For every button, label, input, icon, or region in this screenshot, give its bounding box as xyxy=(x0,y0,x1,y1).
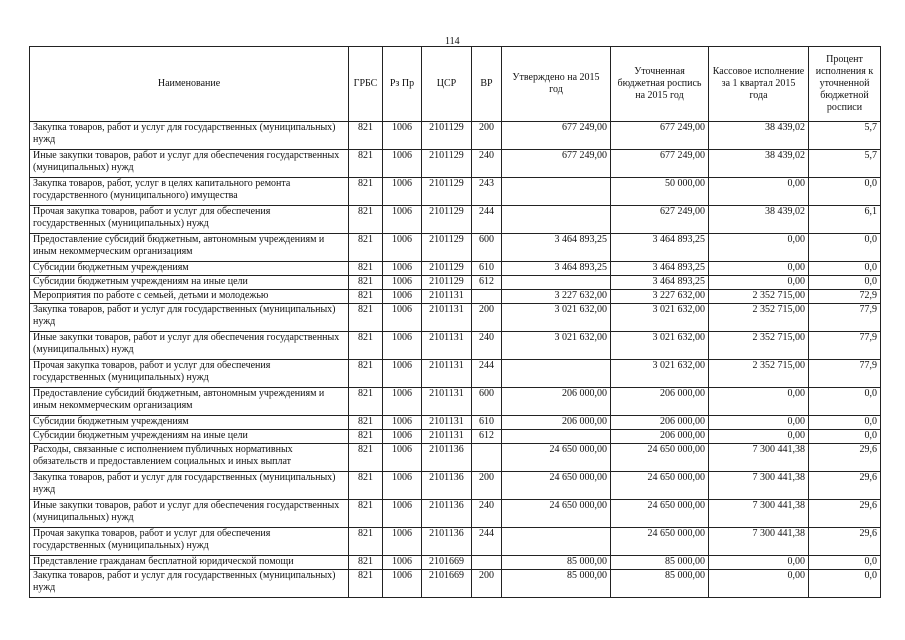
cell-name: Закупка товаров, работ и услуг для государственных (муниципальных) нужд xyxy=(30,472,349,500)
cell-cash: 0,00 xyxy=(709,556,809,570)
cell-grbs: 821 xyxy=(349,528,383,556)
cell-name: Субсидии бюджетным учреждениям xyxy=(30,416,349,430)
cell-csr: 2101129 xyxy=(422,234,472,262)
cell-name: Расходы, связанные с исполнением публичных нормативных обязательств и предоставлением социальных и иных выплат xyxy=(30,444,349,472)
cell-percent: 6,1 xyxy=(809,206,881,234)
table-row xyxy=(30,500,881,528)
cell-csr: 2101136 xyxy=(422,528,472,556)
cell-refined: 24 650 000,00 xyxy=(611,444,709,472)
cell-vr: 244 xyxy=(472,206,502,234)
cell-csr: 2101129 xyxy=(422,178,472,206)
header-rzpr: Рз Пр xyxy=(383,47,422,122)
table-row xyxy=(30,556,881,570)
cell-cash: 0,00 xyxy=(709,276,809,290)
header-percent: Процент исполнения к уточненной бюджетной росписи xyxy=(809,47,881,122)
cell-csr: 2101669 xyxy=(422,556,472,570)
header-name: Наименование xyxy=(30,47,349,122)
cell-percent: 0,0 xyxy=(809,178,881,206)
table-row xyxy=(30,360,881,388)
cell-percent: 0,0 xyxy=(809,556,881,570)
cell-rzpr: 1006 xyxy=(383,556,422,570)
cell-approved: 3 464 893,25 xyxy=(502,262,611,276)
cell-name: Прочая закупка товаров, работ и услуг для обеспечения государственных (муниципальных) нужд xyxy=(30,360,349,388)
table-row xyxy=(30,262,881,276)
cell-percent: 0,0 xyxy=(809,234,881,262)
cell-approved xyxy=(502,178,611,206)
cell-percent: 0,0 xyxy=(809,262,881,276)
cell-name: Прочая закупка товаров, работ и услуг для обеспечения государственных (муниципальных) нужд xyxy=(30,528,349,556)
cell-csr: 2101129 xyxy=(422,150,472,178)
cell-cash: 0,00 xyxy=(709,430,809,444)
cell-rzpr: 1006 xyxy=(383,234,422,262)
cell-rzpr: 1006 xyxy=(383,500,422,528)
cell-vr: 244 xyxy=(472,360,502,388)
cell-name: Иные закупки товаров, работ и услуг для обеспечения государственных (муниципальных) нужд xyxy=(30,500,349,528)
cell-rzpr: 1006 xyxy=(383,416,422,430)
cell-cash: 7 300 441,38 xyxy=(709,444,809,472)
table-row xyxy=(30,332,881,360)
cell-name: Предоставление субсидий бюджетным, автономным учреждениям и иным некоммерческим организациям xyxy=(30,234,349,262)
cell-approved xyxy=(502,430,611,444)
cell-cash: 0,00 xyxy=(709,178,809,206)
cell-csr: 2101136 xyxy=(422,444,472,472)
header-refined: Уточненная бюджетная роспись на 2015 год xyxy=(611,47,709,122)
cell-vr: 200 xyxy=(472,472,502,500)
cell-percent: 29,6 xyxy=(809,528,881,556)
table-row xyxy=(30,472,881,500)
table-row xyxy=(30,290,881,304)
table-row xyxy=(30,528,881,556)
cell-refined: 206 000,00 xyxy=(611,430,709,444)
cell-percent: 0,0 xyxy=(809,430,881,444)
cell-approved: 85 000,00 xyxy=(502,570,611,598)
table-row xyxy=(30,430,881,444)
cell-csr: 2101136 xyxy=(422,472,472,500)
cell-vr: 600 xyxy=(472,234,502,262)
cell-cash: 0,00 xyxy=(709,416,809,430)
cell-name: Иные закупки товаров, работ и услуг для обеспечения государственных (муниципальных) нужд xyxy=(30,150,349,178)
cell-rzpr: 1006 xyxy=(383,276,422,290)
cell-csr: 2101131 xyxy=(422,304,472,332)
cell-refined: 85 000,00 xyxy=(611,570,709,598)
cell-csr: 2101131 xyxy=(422,388,472,416)
cell-vr: 610 xyxy=(472,416,502,430)
cell-name: Закупка товаров, работ и услуг для государственных (муниципальных) нужд xyxy=(30,570,349,598)
cell-vr xyxy=(472,290,502,304)
cell-vr: 610 xyxy=(472,262,502,276)
table-row xyxy=(30,150,881,178)
cell-percent: 72,9 xyxy=(809,290,881,304)
cell-approved: 3 464 893,25 xyxy=(502,234,611,262)
cell-cash: 7 300 441,38 xyxy=(709,472,809,500)
cell-rzpr: 1006 xyxy=(383,388,422,416)
cell-rzpr: 1006 xyxy=(383,304,422,332)
header-cash: Кассовое исполнение за 1 квартал 2015 года xyxy=(709,47,809,122)
cell-grbs: 821 xyxy=(349,276,383,290)
header-csr: ЦСР xyxy=(422,47,472,122)
cell-vr: 244 xyxy=(472,528,502,556)
cell-rzpr: 1006 xyxy=(383,472,422,500)
cell-refined: 24 650 000,00 xyxy=(611,528,709,556)
header-approved: Утверждено на 2015 год xyxy=(502,47,611,122)
cell-approved xyxy=(502,276,611,290)
cell-refined: 627 249,00 xyxy=(611,206,709,234)
cell-refined: 3 464 893,25 xyxy=(611,276,709,290)
cell-vr: 240 xyxy=(472,500,502,528)
cell-name: Представление гражданам бесплатной юридической помощи xyxy=(30,556,349,570)
cell-name: Закупка товаров, работ и услуг для государственных (муниципальных) нужд xyxy=(30,122,349,150)
cell-rzpr: 1006 xyxy=(383,570,422,598)
cell-approved xyxy=(502,206,611,234)
cell-refined: 3 021 632,00 xyxy=(611,304,709,332)
table-row xyxy=(30,234,881,262)
cell-grbs: 821 xyxy=(349,332,383,360)
cell-percent: 29,6 xyxy=(809,472,881,500)
cell-grbs: 821 xyxy=(349,430,383,444)
cell-refined: 677 249,00 xyxy=(611,150,709,178)
cell-vr: 240 xyxy=(472,332,502,360)
cell-approved: 677 249,00 xyxy=(502,150,611,178)
cell-refined: 85 000,00 xyxy=(611,556,709,570)
cell-grbs: 821 xyxy=(349,556,383,570)
cell-grbs: 821 xyxy=(349,388,383,416)
cell-rzpr: 1006 xyxy=(383,262,422,276)
cell-name: Предоставление субсидий бюджетным, автономным учреждениям и иным некоммерческим организациям xyxy=(30,388,349,416)
table-header xyxy=(30,47,881,122)
cell-approved: 24 650 000,00 xyxy=(502,500,611,528)
cell-approved: 3 021 632,00 xyxy=(502,304,611,332)
cell-refined: 677 249,00 xyxy=(611,122,709,150)
cell-approved xyxy=(502,528,611,556)
cell-grbs: 821 xyxy=(349,304,383,332)
cell-percent: 0,0 xyxy=(809,570,881,598)
cell-csr: 2101131 xyxy=(422,290,472,304)
cell-rzpr: 1006 xyxy=(383,430,422,444)
cell-refined: 3 021 632,00 xyxy=(611,360,709,388)
cell-grbs: 821 xyxy=(349,500,383,528)
cell-percent: 5,7 xyxy=(809,122,881,150)
cell-percent: 29,6 xyxy=(809,500,881,528)
cell-vr: 200 xyxy=(472,570,502,598)
cell-percent: 77,9 xyxy=(809,304,881,332)
cell-cash: 38 439,02 xyxy=(709,150,809,178)
cell-vr: 612 xyxy=(472,276,502,290)
cell-cash: 38 439,02 xyxy=(709,206,809,234)
cell-cash: 0,00 xyxy=(709,388,809,416)
cell-vr: 240 xyxy=(472,150,502,178)
cell-rzpr: 1006 xyxy=(383,290,422,304)
cell-name: Мероприятия по работе с семьей, детьми и молодежью xyxy=(30,290,349,304)
cell-rzpr: 1006 xyxy=(383,178,422,206)
cell-grbs: 821 xyxy=(349,360,383,388)
cell-refined: 3 464 893,25 xyxy=(611,234,709,262)
cell-refined: 206 000,00 xyxy=(611,416,709,430)
table-row xyxy=(30,206,881,234)
table-body xyxy=(30,122,881,598)
cell-cash: 38 439,02 xyxy=(709,122,809,150)
cell-rzpr: 1006 xyxy=(383,206,422,234)
cell-percent: 77,9 xyxy=(809,332,881,360)
table-row xyxy=(30,416,881,430)
cell-name: Субсидии бюджетным учреждениям xyxy=(30,262,349,276)
cell-grbs: 821 xyxy=(349,444,383,472)
cell-percent: 77,9 xyxy=(809,360,881,388)
cell-approved: 24 650 000,00 xyxy=(502,444,611,472)
table-row xyxy=(30,570,881,598)
cell-refined: 3 464 893,25 xyxy=(611,262,709,276)
cell-csr: 2101129 xyxy=(422,206,472,234)
cell-approved: 85 000,00 xyxy=(502,556,611,570)
cell-cash: 0,00 xyxy=(709,570,809,598)
cell-rzpr: 1006 xyxy=(383,332,422,360)
cell-approved: 3 021 632,00 xyxy=(502,332,611,360)
cell-vr: 600 xyxy=(472,388,502,416)
cell-vr xyxy=(472,444,502,472)
cell-cash: 2 352 715,00 xyxy=(709,360,809,388)
cell-csr: 2101131 xyxy=(422,430,472,444)
cell-approved: 3 227 632,00 xyxy=(502,290,611,304)
cell-name: Закупка товаров, работ и услуг для государственных (муниципальных) нужд xyxy=(30,304,349,332)
cell-approved xyxy=(502,360,611,388)
cell-name: Иные закупки товаров, работ и услуг для обеспечения государственных (муниципальных) нужд xyxy=(30,332,349,360)
cell-grbs: 821 xyxy=(349,416,383,430)
header-grbs: ГРБС xyxy=(349,47,383,122)
cell-csr: 2101129 xyxy=(422,276,472,290)
cell-grbs: 821 xyxy=(349,206,383,234)
cell-percent: 0,0 xyxy=(809,388,881,416)
cell-csr: 2101136 xyxy=(422,500,472,528)
cell-grbs: 821 xyxy=(349,122,383,150)
cell-csr: 2101129 xyxy=(422,262,472,276)
cell-name: Субсидии бюджетным учреждениям на иные цели xyxy=(30,276,349,290)
cell-csr: 2101131 xyxy=(422,332,472,360)
cell-cash: 2 352 715,00 xyxy=(709,290,809,304)
cell-grbs: 821 xyxy=(349,178,383,206)
cell-approved: 206 000,00 xyxy=(502,388,611,416)
cell-approved: 206 000,00 xyxy=(502,416,611,430)
cell-rzpr: 1006 xyxy=(383,150,422,178)
cell-cash: 7 300 441,38 xyxy=(709,500,809,528)
cell-rzpr: 1006 xyxy=(383,528,422,556)
table-row xyxy=(30,444,881,472)
cell-vr: 200 xyxy=(472,122,502,150)
cell-cash: 2 352 715,00 xyxy=(709,304,809,332)
cell-vr: 200 xyxy=(472,304,502,332)
cell-cash: 0,00 xyxy=(709,262,809,276)
cell-csr: 2101131 xyxy=(422,360,472,388)
cell-percent: 0,0 xyxy=(809,416,881,430)
cell-refined: 24 650 000,00 xyxy=(611,472,709,500)
cell-csr: 2101129 xyxy=(422,122,472,150)
cell-refined: 3 227 632,00 xyxy=(611,290,709,304)
cell-cash: 2 352 715,00 xyxy=(709,332,809,360)
cell-name: Субсидии бюджетным учреждениям на иные цели xyxy=(30,430,349,444)
cell-grbs: 821 xyxy=(349,290,383,304)
cell-name: Закупка товаров, работ, услуг в целях капитального ремонта государственного (муниципального) имущества xyxy=(30,178,349,206)
cell-refined: 206 000,00 xyxy=(611,388,709,416)
cell-refined: 3 021 632,00 xyxy=(611,332,709,360)
header-vr: ВР xyxy=(472,47,502,122)
cell-grbs: 821 xyxy=(349,262,383,276)
cell-percent: 5,7 xyxy=(809,150,881,178)
table-row xyxy=(30,388,881,416)
page-number: 114 xyxy=(445,36,460,47)
table-row xyxy=(30,178,881,206)
table-row xyxy=(30,122,881,150)
cell-vr xyxy=(472,556,502,570)
budget-table xyxy=(29,46,881,598)
cell-vr: 612 xyxy=(472,430,502,444)
cell-refined: 24 650 000,00 xyxy=(611,500,709,528)
cell-name: Прочая закупка товаров, работ и услуг для обеспечения государственных (муниципальных) нужд xyxy=(30,206,349,234)
cell-rzpr: 1006 xyxy=(383,360,422,388)
cell-rzpr: 1006 xyxy=(383,122,422,150)
cell-rzpr: 1006 xyxy=(383,444,422,472)
cell-csr: 2101131 xyxy=(422,416,472,430)
cell-cash: 0,00 xyxy=(709,234,809,262)
cell-vr: 243 xyxy=(472,178,502,206)
cell-grbs: 821 xyxy=(349,150,383,178)
cell-grbs: 821 xyxy=(349,570,383,598)
cell-cash: 7 300 441,38 xyxy=(709,528,809,556)
cell-refined: 50 000,00 xyxy=(611,178,709,206)
table-row xyxy=(30,276,881,290)
table-row xyxy=(30,304,881,332)
cell-grbs: 821 xyxy=(349,234,383,262)
cell-approved: 677 249,00 xyxy=(502,122,611,150)
cell-percent: 29,6 xyxy=(809,444,881,472)
cell-percent: 0,0 xyxy=(809,276,881,290)
cell-approved: 24 650 000,00 xyxy=(502,472,611,500)
cell-grbs: 821 xyxy=(349,472,383,500)
cell-csr: 2101669 xyxy=(422,570,472,598)
